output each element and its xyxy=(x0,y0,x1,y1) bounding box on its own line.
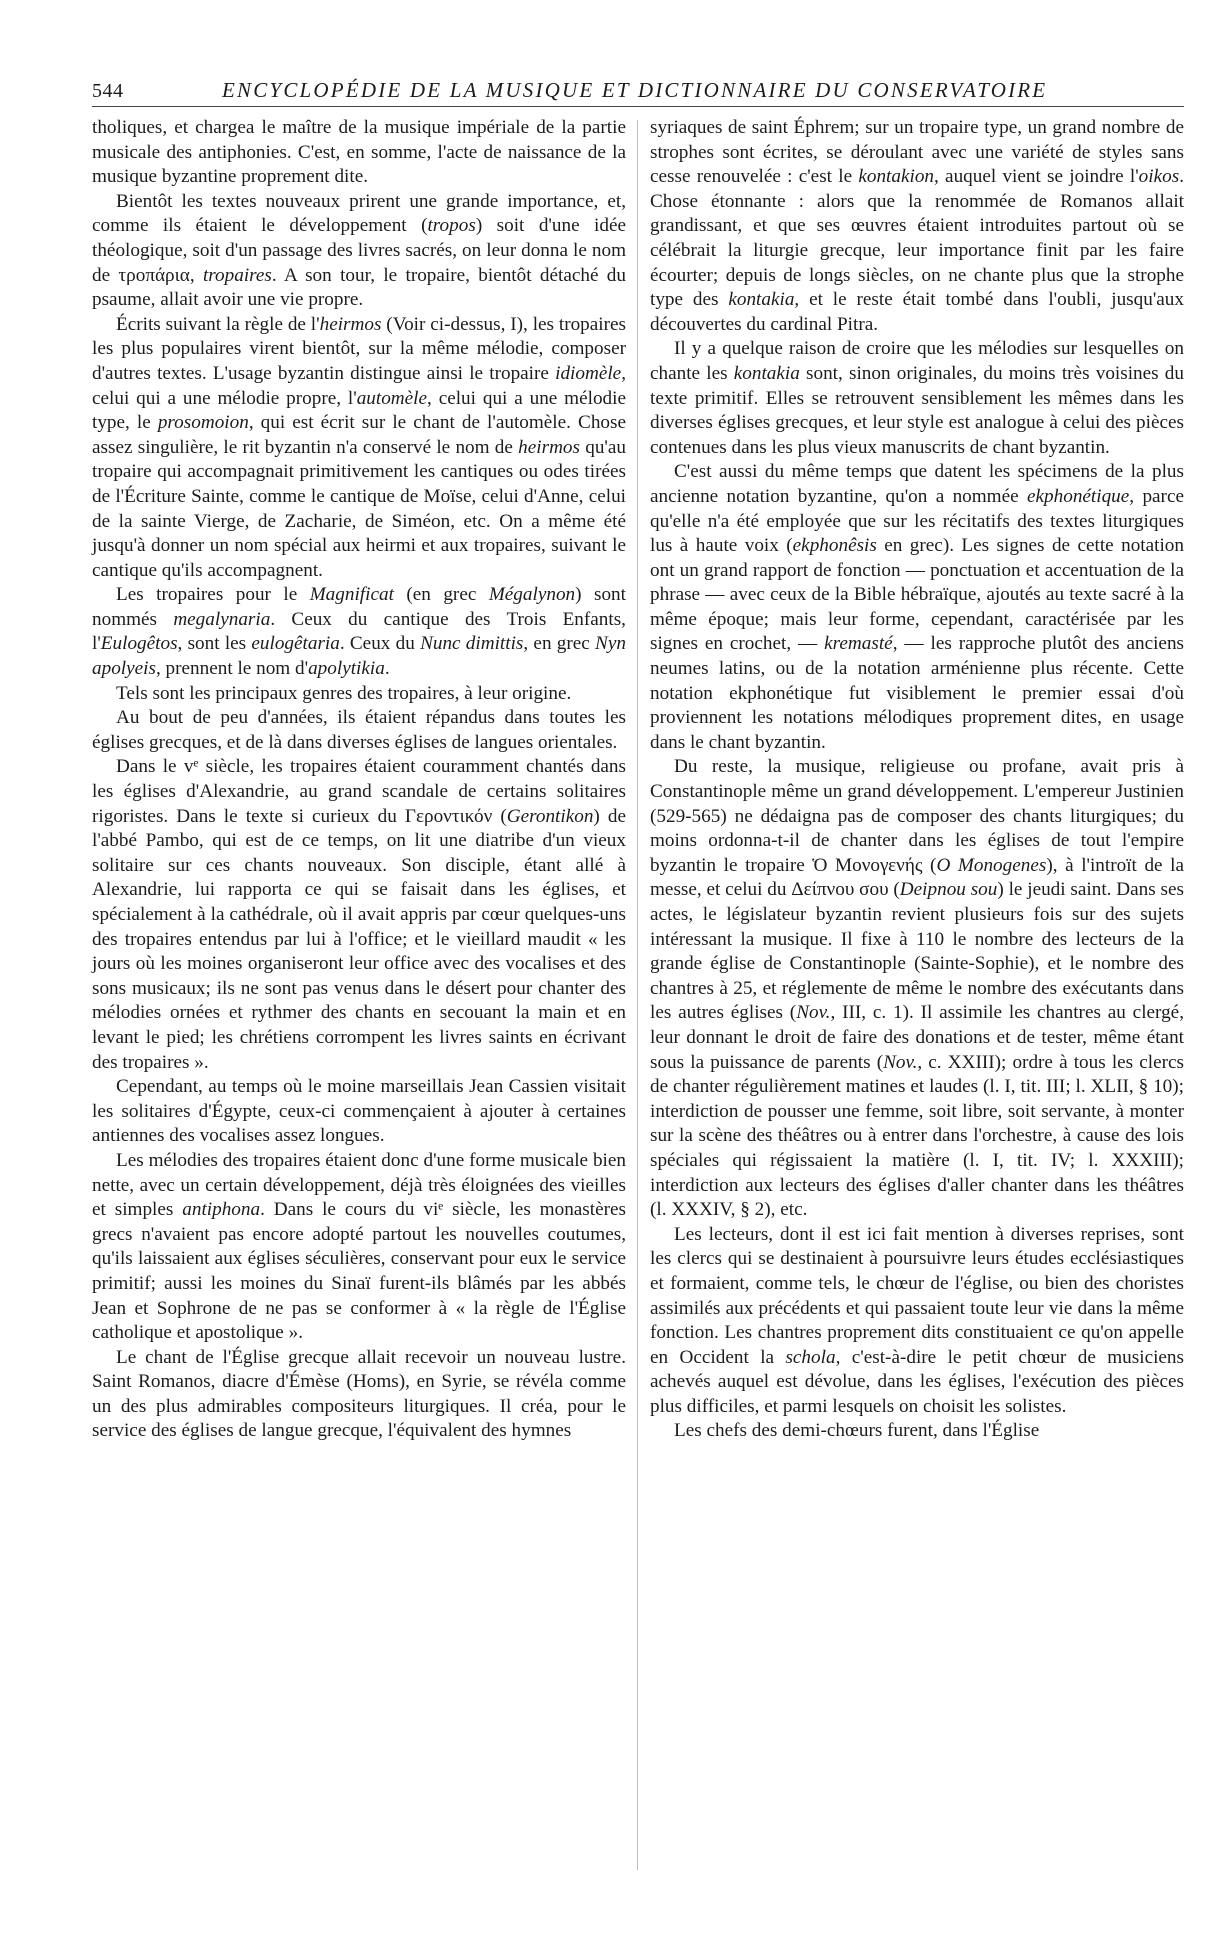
text-run: , III, c. 1). Il assimile les chantres au clergé, leur donnant le droit de faire des donations et de tester, même étant sous la puissance de parents ( xyxy=(650,1002,1184,1073)
text-run: ) le jeudi saint. Dans ses actes, le législateur byzantin revient plusieurs fois sur des sujets intéressant la musique. Il fixe à 110 le nombre des lecteurs de la grande église de Constantinople (Sainte-Sophie), et le nombre des chantres à 25, et réglemente de même le nombre des exécutants dans les autres églises ( xyxy=(650,879,1184,1024)
italic-term: eulogêtaria xyxy=(251,633,340,655)
running-header xyxy=(92,78,1184,108)
italic-term: kontakia xyxy=(733,362,800,384)
paragraph xyxy=(92,682,626,707)
text-run: Bientôt les textes nouveaux prirent une grande importance, et, comme ils étaient le développement ( xyxy=(92,190,626,237)
text-run: . A son tour, le tropaire, bientôt détaché du psaume, allait avoir une vie propre. xyxy=(92,264,626,311)
paragraph xyxy=(650,116,1184,337)
paragraph xyxy=(92,116,626,190)
italic-term: Deipnou sou xyxy=(899,879,998,901)
paragraph xyxy=(92,1149,626,1346)
text-run: Les mélodies des tropaires étaient donc d'une forme musicale bien nette, avec un certain développement, déjà très éloignées des vieilles et simples xyxy=(92,1149,626,1221)
text-run: , c'est-à-dire le petit chœur de musiciens achevés auquel est dévolue, dans les églises, l'exécution des pièces plus difficiles, et parmi lesquels on choisit les solistes. xyxy=(650,1346,1184,1417)
italic-term: Nov. xyxy=(796,1002,831,1024)
text-run: , prennent le nom d' xyxy=(155,658,309,680)
italic-term: heirmos xyxy=(319,313,382,335)
italic-term: Nunc dimittis xyxy=(420,633,524,655)
header-rule xyxy=(92,106,1184,107)
text-run: en grec). Les signes de cette notation ont un grand rapport de fonction — ponctuation et accentuation de la phrase — avec ceux de la Bible hébraïque, ajoutés au texte sacré à la même époque; mais leur forme, cependant, caractérisée par les signes en crochet, — xyxy=(650,535,1184,655)
italic-term: kontakion xyxy=(858,166,935,188)
text-run: Écrits suivant la règle de l' xyxy=(116,313,320,335)
text-run: , parce qu'elle n'a été employée que sur les récitatifs des textes liturgiques lus à haute voix ( xyxy=(650,485,1184,557)
text-run: syriaques de saint Éphrem; sur un tropaire type, un grand nombre de strophes sont écrites, se déroulant avec une variété de styles sans cesse renouvelée : c'est le xyxy=(650,117,1184,188)
left-column xyxy=(92,116,626,1444)
italic-term: apolytikia xyxy=(308,658,385,680)
paragraph xyxy=(650,337,1184,460)
text-run: , et le reste était tombé dans l'oubli, jusqu'aux découvertes du cardinal Pitra. xyxy=(650,289,1184,335)
text-run: . xyxy=(384,658,390,680)
text-run: . Ceux du xyxy=(339,633,421,655)
column-divider xyxy=(637,120,638,1870)
italic-term: Nov. xyxy=(883,1051,918,1073)
text-run: Dans le vᵉ siècle, les tropaires étaient couramment chantés dans les églises d'Alexandrie, au grand scandale de certains solitaires rigoristes. Dans le texte si curieux du Γεροντικόν ( xyxy=(92,756,626,827)
page-number: 544 xyxy=(92,80,124,102)
italic-term: Gerontikon xyxy=(506,805,594,827)
text-run: Au bout de peu d'années, ils étaient répandus dans toutes les églises grecques, et de là dans diverses églises de langues orientales. xyxy=(92,707,626,753)
text-run: Il y a quelque raison de croire que les mélodies sur lesquelles on chante les xyxy=(650,338,1184,384)
italic-term: Nyn apolyeis xyxy=(92,633,626,680)
paragraph xyxy=(92,313,626,584)
italic-term: tropos xyxy=(427,215,476,237)
paragraph xyxy=(92,1075,626,1149)
text-run: (en grec xyxy=(393,584,489,606)
italic-term: heirmos xyxy=(518,436,580,458)
right-column xyxy=(650,116,1184,1444)
italic-term: tropaires xyxy=(202,264,272,286)
paragraph xyxy=(650,1223,1184,1420)
paragraph xyxy=(92,190,626,313)
text-run: . Dans le cours du viᵉ siècle, les monastères grecs n'avaient pas encore adopté partout les nouvelles coutumes, qu'ils laissaient aux églises séculières, conservant pour eux le service primitif; aussi les moines du Sinaï furent-ils blâmés par les abbés Jean et Sophrone de ne pas se conformer à « la règle de l'Église catholique et apostolique ». xyxy=(92,1199,626,1344)
paragraph xyxy=(92,706,626,755)
paragraph xyxy=(650,1419,1184,1444)
paragraph xyxy=(650,460,1184,755)
italic-term: kremasté xyxy=(824,633,893,655)
paragraph xyxy=(92,755,626,1075)
text-run: ) sont nommés xyxy=(92,584,626,630)
italic-term: megalynaria xyxy=(173,608,271,630)
text-run: Les tropaires pour le xyxy=(116,584,310,606)
italic-term: kontakia xyxy=(728,289,795,311)
text-run: Les lecteurs, dont il est ici fait mention à diverses reprises, sont les clercs qui se destinaient à poursuivre leurs études ecclésiastiques et formaient, comme tels, le chœur de l'église, ou bien des choristes assimilés aux précédents et qui passaient toute leur vie dans la même fonction. Les chantres proprement dits constituaient ce qu'on appelle en Occident la xyxy=(650,1223,1184,1368)
italic-term: ekphonétique xyxy=(1027,485,1130,507)
text-run: , — les rapproche plutôt des anciens neumes latins, ou de la notation arménienne plus récente. Cette notation ekphonétique fut visiblement le premier essai d'où proviennent les notations mélodiques proprement dites, en usage dans le chant byzantin. xyxy=(650,633,1184,753)
italic-term: antiphona xyxy=(182,1199,261,1221)
italic-term: automèle xyxy=(356,387,428,409)
text-run: , c. XXIII); ordre à tous les clercs de chanter régulièrement matines et laudes (l. I, tit. III; l. XLII, § 10); interdiction de pousser une femme, soit libre, soit servante, à monter sur la scène des théâtres ou à entrer dans l'orchestre, à cause des lois spéciales qui régissaient la matière (l. I, tit. IV; l. XXXIII); interdiction aux lecteurs des églises d'aller chanter dans les théâtres (l. XXXIV, § 2), etc. xyxy=(650,1051,1184,1221)
italic-term: schola xyxy=(785,1346,836,1368)
text-run: Cependant, au temps où le moine marseillais Jean Cassien visitait les solitaires d'Égypte, ceux-ci commençaient à ajouter à certaines antiennes des vocalises assez longues. xyxy=(92,1076,626,1147)
text-run: , qui est écrit sur le chant de l'automèle. Chose assez singulière, le rit byzantin n'a conservé le nom de xyxy=(92,412,626,458)
text-run: , celui qui a une mélodie type, le xyxy=(92,387,626,434)
text-run: , en grec xyxy=(523,633,596,655)
text-run: tholiques, et chargea le maître de la musique impériale de la partie musicale des antiphonies. C'est, en somme, l'acte de naissance de la musique byzantine proprement dite. xyxy=(92,117,626,188)
italic-term: Magnificat xyxy=(309,584,394,606)
text-run: Les chefs des demi-chœurs furent, dans l'Église xyxy=(674,1420,1040,1442)
text-run: , celui qui a une mélodie propre, l' xyxy=(92,362,626,409)
text-run: ) soit d'une idée théologique, soit d'un passage des livres sacrés, on leur donna le nom de τροπάρια, xyxy=(92,215,626,286)
text-run: , auquel vient se joindre l' xyxy=(934,166,1139,188)
text-run: ), à l'introït de la messe, et celui du Δείπνου σου ( xyxy=(650,854,1184,901)
italic-term: Eulogêtos xyxy=(100,633,178,655)
italic-term: Mégalynon xyxy=(488,584,576,606)
text-run: sont, sinon originales, du moins très voisines du texte primitif. Elles se retrouvent sensiblement les mêmes dans les diverses églises grecques, et leur style est analogue à celui des pièces contenues dans les plus vieux manuscrits de chant byzantin. xyxy=(650,362,1184,458)
running-title: ENCYCLOPÉDIE DE LA MUSIQUE ET DICTIONNAIRE DU CONSERVATOIRE xyxy=(222,78,1048,102)
italic-term: prosomoion xyxy=(157,412,249,434)
text-run: . Chose étonnante : alors que la renommée de Romanos allait grandissant, et que ses œuvres étaient introduites partout où se célébrait la liturgie grecque, leur importance finit par les faire écourter; depuis de longs siècles, on ne chante plus que la strophe type des xyxy=(650,166,1184,311)
italic-term: idiomèle xyxy=(555,362,622,384)
text-run: Le chant de l'Église grecque allait recevoir un nouveau lustre. Saint Romanos, diacre d'Émèse (Homs), en Syrie, se révéla comme un des plus admirables compositeurs liturgiques. Il créa, pour le service des églises de langue grecque, l'équivalent des hymnes xyxy=(92,1346,626,1442)
paragraph xyxy=(92,583,626,681)
paragraph xyxy=(92,1346,626,1444)
text-run: . Ceux du cantique des Trois Enfants, l' xyxy=(92,608,626,655)
text-run: ) de l'abbé Pambo, qui est de ce temps, on lit une diatribe d'un vieux solitaire sur ces chants nouveaux. Son disciple, étant allé à Alexandrie, lui rapporta ce qui se faisait dans les églises, et spécialement à la cathédrale, où il avait appris par cœur quelques-uns des tropaires entendus par lui à l'office; et le vieillard maudit « les jours où les moines organiseront leur office avec des vocalises et des sons musicaux; ils ne sont pas venus dans le désert pour chanter des mélodies ornées et rythmer des chants en secouant la main et en levant le pied; les chrétiens corrompent les livres saints en écrivant des tropaires ». xyxy=(92,805,627,1073)
italic-term: O Monogenes xyxy=(936,854,1047,876)
italic-term: oikos xyxy=(1138,166,1180,188)
italic-term: ekphonêsis xyxy=(792,535,877,557)
text-run: Du reste, la musique, religieuse ou profane, avait pris à Constantinople même un grand développement. L'empereur Justinien (529-565) ne dédaigna pas de composer des chants liturgiques; du moins ordonna-t-il de chanter dans les églises de tout l'empire byzantin le tropaire Ὁ Μονογενής ( xyxy=(650,756,1184,876)
text-run: , sont les xyxy=(177,633,252,655)
text-run: qu'au tropaire qui accompagnait primitivement les cantiques ou odes tirées de l'Écriture Sainte, comme le cantique de Moïse, celui d'Anne, celui de la sainte Vierge, de Zacharie, de Siméon, etc. On a même été jusqu'à donner un nom spécial aux heirmi et aux tropaires, suivant le cantique qu'ils accompagnent. xyxy=(92,436,626,581)
paragraph xyxy=(650,755,1184,1222)
text-run: (Voir ci-dessus, I), les tropaires les plus populaires virent bientôt, sur la même mélodie, composer d'autres textes. L'usage byzantin distingue ainsi le tropaire xyxy=(92,313,627,384)
text-run: Tels sont les principaux genres des tropaires, à leur origine. xyxy=(116,682,572,704)
text-run: C'est aussi du même temps que datent les spécimens de la plus ancienne notation byzantine, qu'on a nommée xyxy=(650,461,1184,507)
